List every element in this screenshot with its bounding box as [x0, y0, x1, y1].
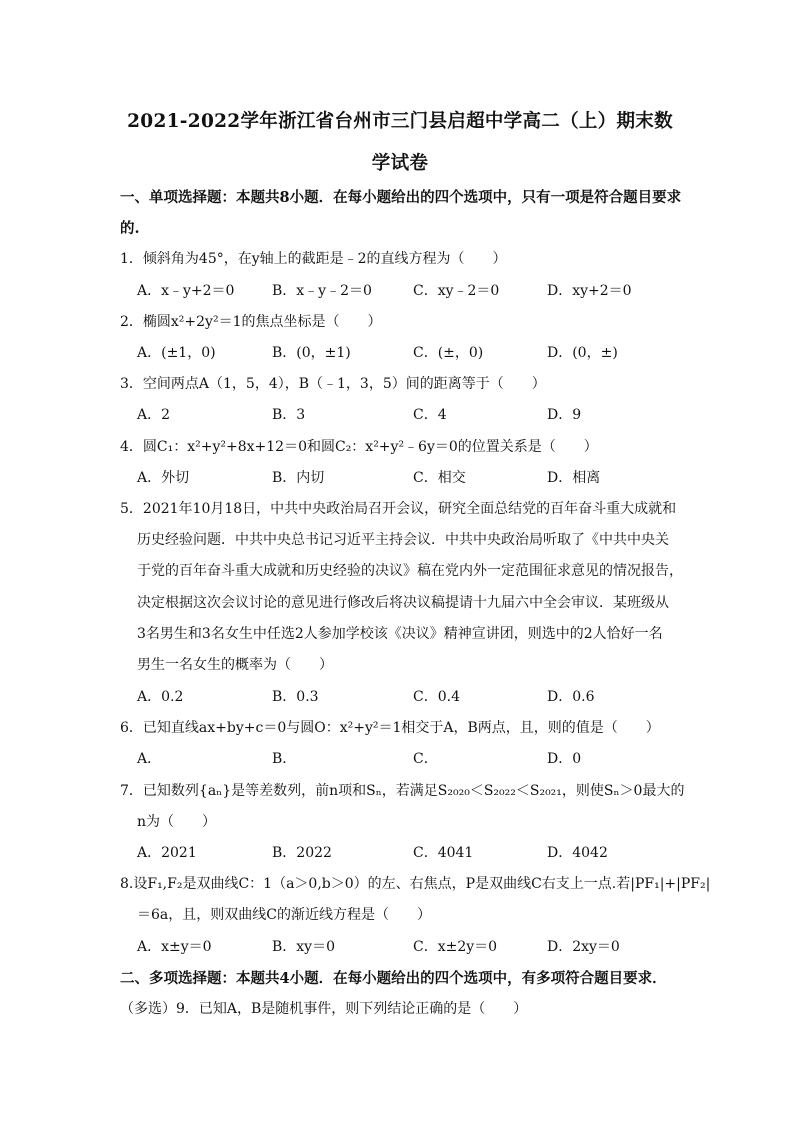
option-c: C． [413, 751, 438, 767]
question-6-stem: 6．已知直线ax+by+c＝0与圆O：x²+y²＝1相交于A，B两点，且，则的值是（ ） [120, 720, 660, 736]
question-8-line-2: ＝6a，且，则双曲线C的渐近线方程是（ ） [137, 907, 431, 923]
option-b: B．(0，±1) [272, 345, 351, 361]
question-7-line-1: 7．已知数列{aₙ}是等差数列，前n项和Sₙ，若满足S₂₀₂₀＜S₂₀₂₂＜S₂₀₂₁，则使Sₙ＞0最大的 [120, 783, 685, 799]
option-a: A．(±1，0) [137, 345, 216, 361]
option-a: A．x﹣y+2＝0 [137, 283, 235, 299]
question-8-line-1: 8.设F₁,F₂是双曲线C：1（a＞0,b＞0）的左、右焦点，P是双曲线C右支上一点.若|PF₁|+|PF₂| [120, 876, 711, 892]
question-9-stem: （多选）9．已知A，B是随机事件，则下列结论正确的是（ ） [120, 1001, 528, 1017]
question-5-line-4: 决定根据这次会议讨论的意见进行修改后将决议稿提请十九届六中全会审议．某班级从 [137, 595, 669, 611]
question-6-options [137, 748, 657, 768]
option-c: C．x±2y＝0 [413, 939, 498, 955]
option-c: C．0.4 [413, 689, 460, 705]
question-1-options [137, 280, 657, 300]
section-1-heading-cont: 的. [120, 220, 140, 237]
question-5-line-2: 历史经验问题．中共中央总书记习近平主持会议．中共中央政治局听取了《中共中央关 [137, 532, 669, 548]
question-4-stem: 4．圆C₁：x²+y²+8x+12＝0和圆C₂：x²+y²﹣6y＝0的位置关系是（ ） [120, 439, 598, 455]
option-a: A．外切 [137, 470, 190, 486]
option-c: C．(±，0) [413, 345, 484, 361]
option-d: D．0 [547, 751, 582, 767]
option-b: B．0.3 [272, 689, 319, 705]
question-4-options [137, 467, 657, 487]
option-a: A． [137, 751, 162, 767]
question-5-line-3: 于党的百年奋斗重大成就和历史经验的决议》稿在党内外一定范围征求意见的情况报告， [137, 563, 683, 579]
option-d: D．0.6 [547, 689, 595, 705]
question-5-line-5: 3名男生和3名女生中任选2人参加学校该《决议》精神宣讲团，则选中的2人恰好一名 [137, 626, 663, 642]
option-d: D．相离 [547, 470, 601, 486]
question-5-line-1: 5．2021年10月18日，中共中央政治局召开会议，研究全面总结党的百年奋斗重大成就和 [120, 501, 677, 517]
question-2-stem: 2．椭圆x²+2y²＝1的焦点坐标是（ ） [120, 314, 382, 330]
option-d: D．xy+2＝0 [547, 283, 632, 299]
option-b: B． [272, 751, 297, 767]
question-1-stem: 1．倾斜角为45°，在y轴上的截距是﹣2的直线方程为（ ） [120, 251, 507, 267]
option-c: C．4 [413, 407, 447, 423]
section-1-heading: 一、单项选择题：本题共8小题．在每小题给出的四个选项中，只有一项是符合题目要求 [120, 189, 682, 206]
option-a: A．2021 [137, 845, 197, 861]
question-3-options [137, 404, 657, 424]
option-a: A．2 [137, 407, 171, 423]
question-8-options [137, 936, 657, 956]
exam-title-line-1: 2021-2022学年浙江省台州市三门县启超中学高二（上）期末数 [127, 111, 673, 132]
option-d: D．9 [547, 407, 582, 423]
option-c: C．相交 [413, 470, 466, 486]
option-b: B．内切 [272, 470, 325, 486]
question-5-options [137, 686, 657, 706]
option-a: A．x±y＝0 [137, 939, 212, 955]
option-a: A．0.2 [137, 689, 184, 705]
section-2-heading: 二、多项选择题：本题共4小题．在每小题给出的四个选项中，有多项符合题目要求． [120, 970, 667, 987]
option-b: B．3 [272, 407, 306, 423]
option-d: D．2xy＝0 [547, 939, 620, 955]
question-5-line-6: 男生一名女生的概率为（ ） [137, 657, 333, 673]
option-b: B．2022 [272, 845, 332, 861]
question-2-options [137, 342, 657, 362]
question-3-stem: 3．空间两点A（1，5，4），B（﹣1，3，5）间的距离等于（ ） [120, 376, 546, 392]
exam-title-line-2: 学试卷 [371, 153, 429, 174]
option-b: B．x﹣y﹣2＝0 [272, 283, 372, 299]
option-d: D．4042 [547, 845, 608, 861]
option-d: D．(0，±) [547, 345, 618, 361]
question-7-options [137, 842, 657, 862]
option-c: C．xy﹣2＝0 [413, 283, 500, 299]
question-7-line-2: n为（ ） [137, 814, 217, 830]
option-c: C．4041 [413, 845, 474, 861]
option-b: B．xy＝0 [272, 939, 335, 955]
